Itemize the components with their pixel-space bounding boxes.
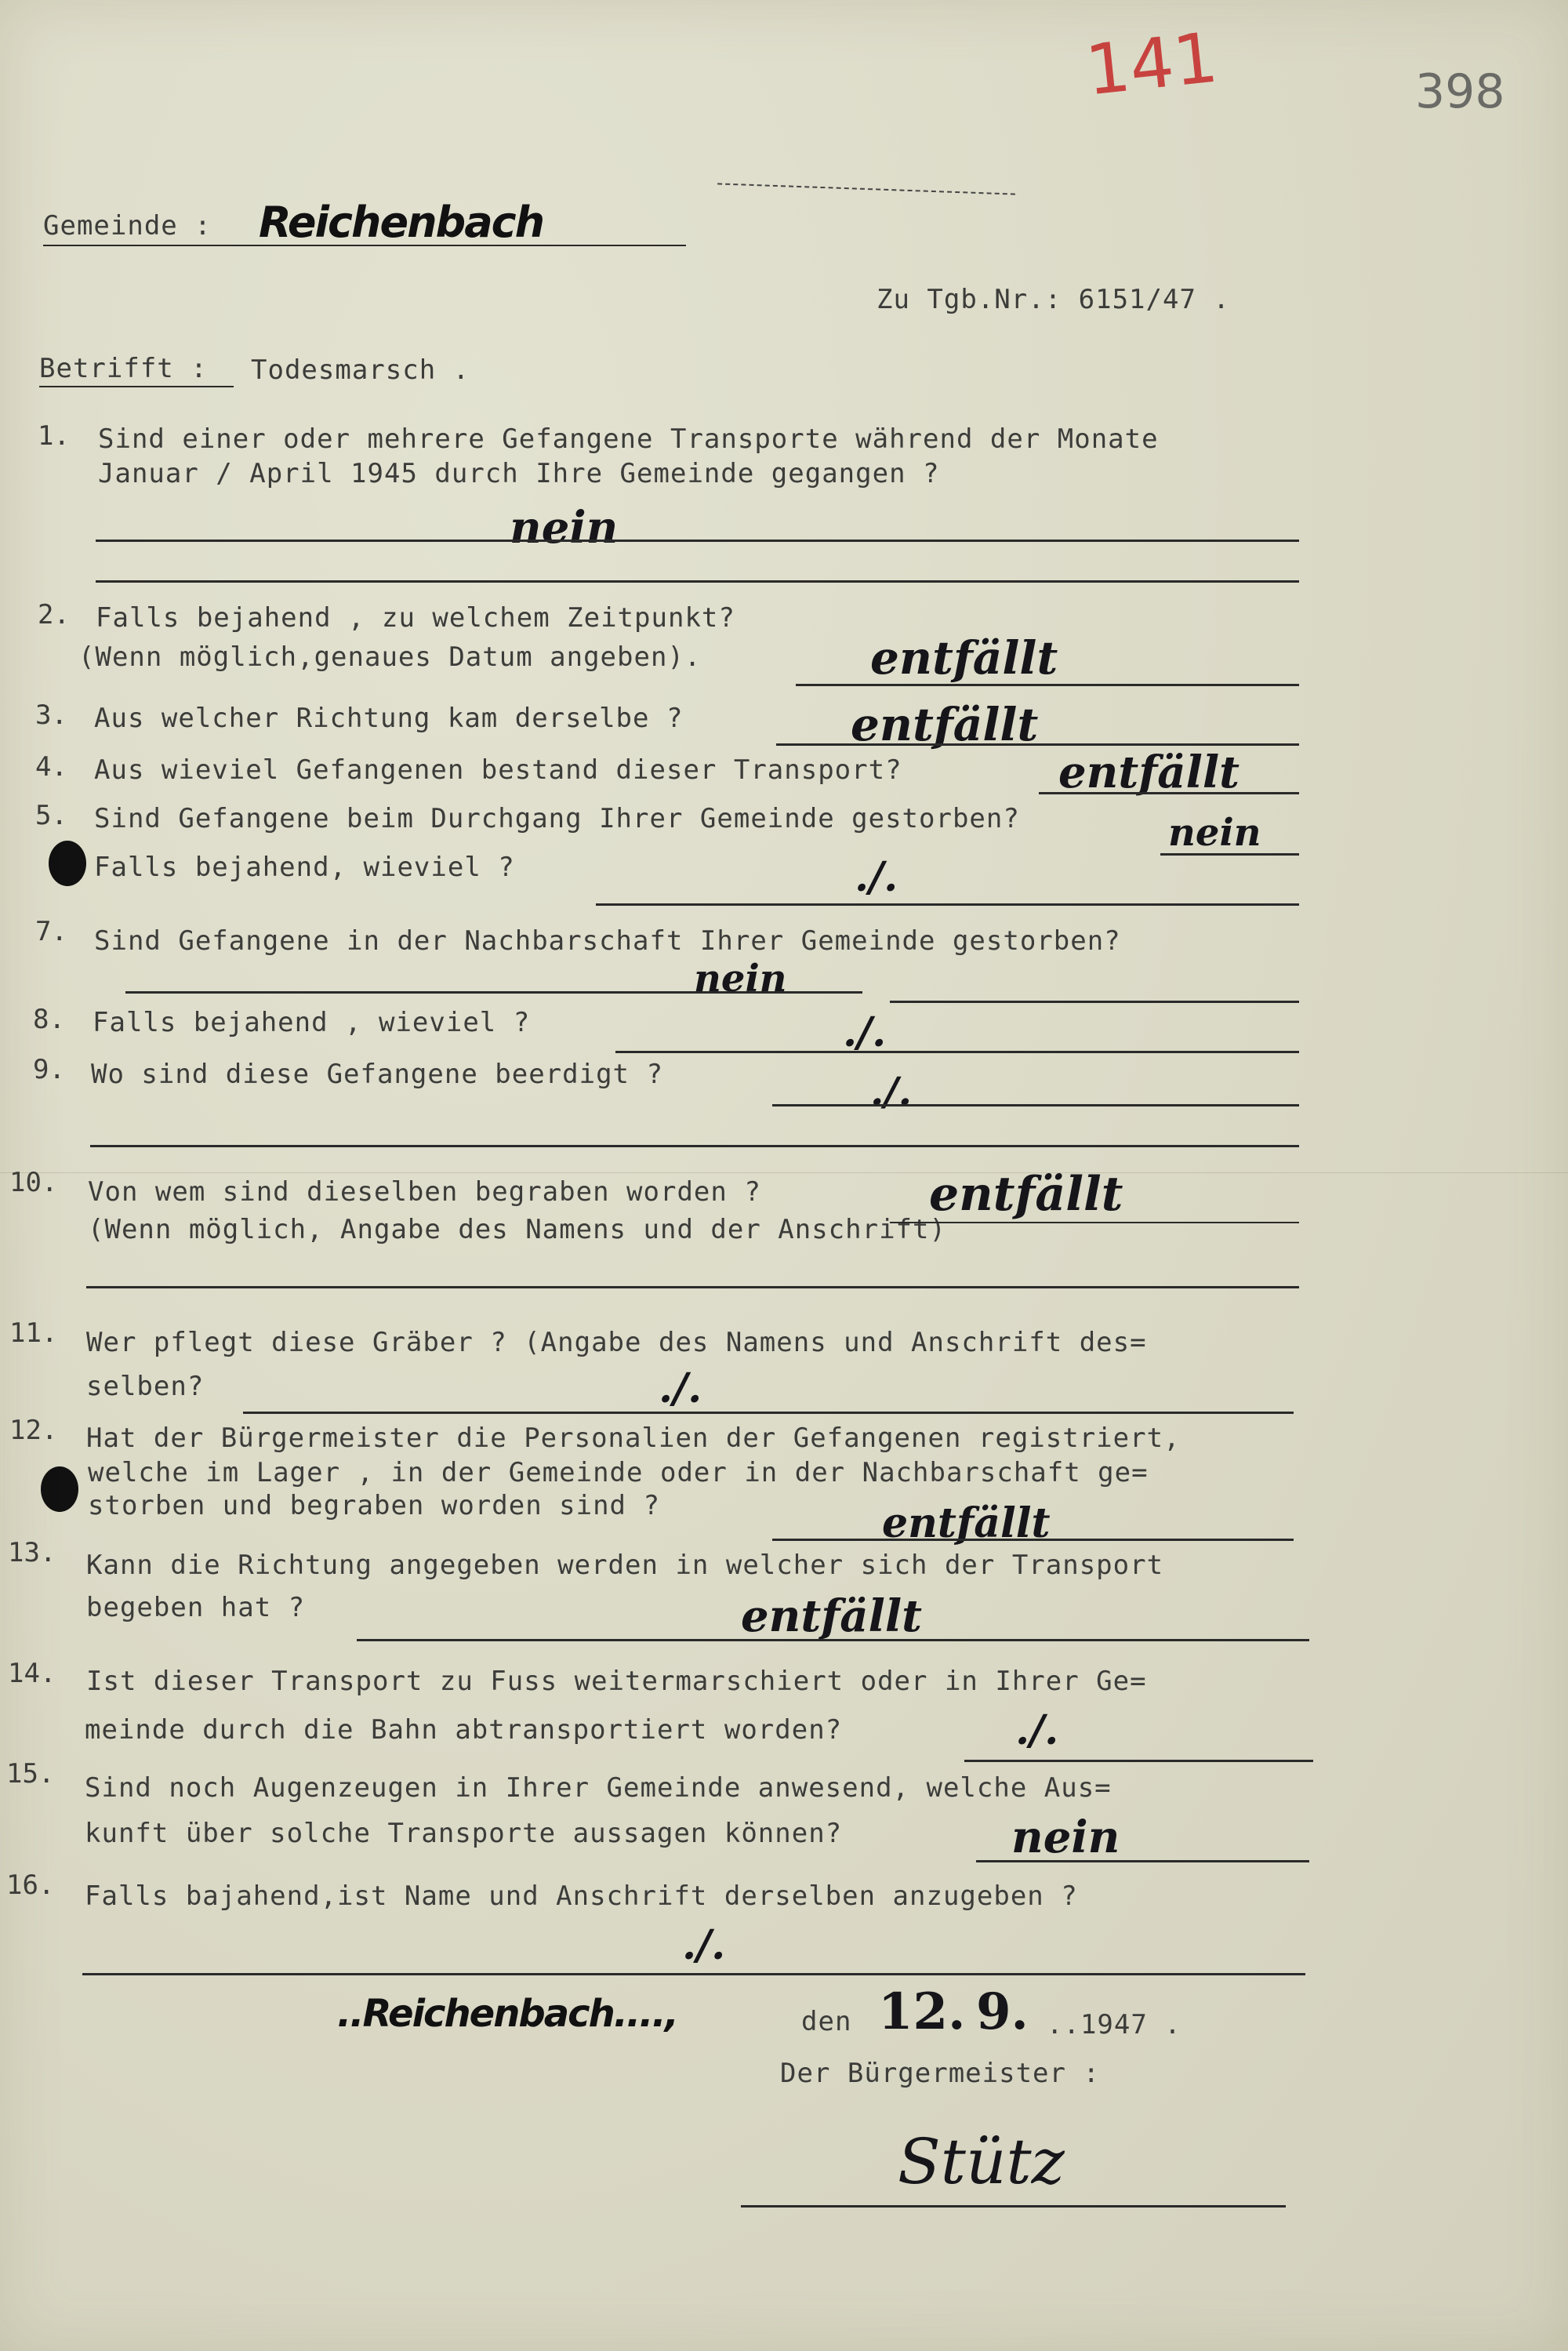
answer-handwritten: ./. — [870, 1068, 913, 1114]
question-text-line: meinde durch die Bahn abtransportiert worden? — [85, 1714, 843, 1746]
date-month: 9. — [976, 1982, 1029, 2041]
question-text-line: Sind Gefangene beim Durchgang Ihrer Gemeinde gestorben? — [94, 803, 1020, 834]
answer-handwritten: ./. — [855, 853, 898, 901]
question-number: 5. — [35, 800, 67, 831]
question-text-line: Hat der Bürgermeister die Personalien der Gefangenen registriert, — [86, 1423, 1181, 1454]
answer-line — [1160, 853, 1299, 856]
question-number: 3. — [35, 699, 67, 731]
punch-hole — [41, 1466, 78, 1512]
question-text-line: Wo sind diese Gefangene beerdigt ? — [91, 1059, 663, 1090]
answer-line — [357, 1639, 1309, 1641]
gemeinde-label: Gemeinde : — [43, 210, 212, 242]
question-number: 15. — [6, 1758, 55, 1790]
answer-line — [96, 540, 1299, 542]
date-day: 12. — [878, 1982, 966, 2041]
question-text-line: Falls bejahend , wieviel ? — [93, 1007, 531, 1038]
answer-line — [976, 1860, 1309, 1862]
reference-number: Zu Tgb.Nr.: 6151/47 . — [877, 284, 1230, 315]
answer-handwritten: nein — [1011, 1811, 1120, 1863]
answer-line — [82, 1973, 1305, 1975]
subject-underline — [39, 386, 234, 387]
question-text-line: (Wenn möglich, Angabe des Namens und der Anschrift) — [88, 1214, 946, 1245]
answer-line — [890, 1222, 1299, 1223]
question-text-line: Sind einer oder mehrere Gefangene Transporte während der Monate — [98, 423, 1159, 455]
answer-handwritten: ./. — [659, 1364, 702, 1412]
answer-handwritten: entfällt — [741, 1590, 922, 1642]
answer-handwritten: nein — [1168, 811, 1261, 855]
answer-handwritten: ./. — [843, 1008, 887, 1056]
date-year: ..1947 . — [1047, 2009, 1181, 2040]
question-number: 11. — [9, 1317, 58, 1349]
question-number: 13. — [8, 1537, 56, 1568]
answer-line — [772, 1104, 1299, 1106]
answer-line — [86, 1286, 1299, 1288]
question-text-line: Aus wieviel Gefangenen bestand dieser Transport? — [94, 754, 902, 786]
question-number: 9. — [33, 1054, 65, 1085]
gemeinde-underline — [43, 245, 686, 246]
red-archive-number: 141 — [1082, 16, 1221, 111]
question-text-line: begeben hat ? — [86, 1592, 306, 1623]
question-number: 10. — [9, 1167, 58, 1198]
answer-line — [96, 580, 1299, 583]
question-number: 16. — [6, 1870, 55, 1901]
answer-handwritten: entfällt — [870, 631, 1058, 685]
answer-line — [772, 1539, 1294, 1541]
answer-handwritten: nein — [510, 502, 619, 554]
signature-line — [741, 2205, 1286, 2207]
page-number: 398 — [1415, 64, 1505, 119]
question-text-line: Kann die Richtung angegeben werden in welcher sich der Transport — [86, 1550, 1164, 1581]
signatory-title: Der Bürgermeister : — [780, 2058, 1100, 2089]
question-text-line: Falls bejahend, wieviel ? — [94, 852, 515, 883]
question-number: 1. — [38, 420, 70, 452]
answer-handwritten: nein — [694, 957, 787, 1001]
subject-value: Todesmarsch . — [251, 354, 470, 386]
answer-line — [1039, 792, 1299, 794]
answer-handwritten: ./. — [1015, 1706, 1059, 1754]
question-text-line: Sind Gefangene in der Nachbarschaft Ihrer Gemeinde gestorben? — [94, 925, 1121, 957]
question-number: 14. — [8, 1658, 56, 1689]
question-number: 8. — [33, 1004, 65, 1035]
place-name: ..Reichenbach...., — [337, 1992, 677, 2036]
answer-handwritten: entfällt — [851, 698, 1039, 751]
answer-line — [615, 1051, 1299, 1053]
question-text-line: Falls bajahend,ist Name und Anschrift derselben anzugeben ? — [85, 1880, 1078, 1912]
question-text-line: Januar / April 1945 durch Ihre Gemeinde gegangen ? — [98, 458, 940, 489]
question-text-line: Wer pflegt diese Gräber ? (Angabe des Namens und Anschrift des= — [86, 1327, 1147, 1358]
question-text-line: storben und begraben worden sind ? — [88, 1490, 660, 1521]
question-text-line: Aus welcher Richtung kam derselbe ? — [94, 703, 684, 734]
answer-line — [243, 1412, 1294, 1414]
question-number: 7. — [35, 916, 67, 947]
question-text-line: Ist dieser Transport zu Fuss weitermarschiert oder in Ihrer Ge= — [86, 1666, 1147, 1697]
question-text-line: Von wem sind dieselben begraben worden ? — [88, 1176, 761, 1208]
question-number: 4. — [35, 751, 67, 783]
subject-label: Betrifft : — [39, 353, 208, 384]
answer-line — [890, 1001, 1299, 1003]
answer-line — [796, 684, 1299, 686]
question-text-line: welche im Lager , in der Gemeinde oder in der Nachbarschaft ge= — [88, 1457, 1149, 1488]
date-den: den — [801, 2006, 852, 2037]
answer-handwritten: entfällt — [882, 1499, 1051, 1547]
question-number: 12. — [9, 1415, 58, 1446]
question-text-line: Sind noch Augenzeugen in Ihrer Gemeinde anwesend, welche Aus= — [85, 1772, 1112, 1804]
answer-line — [964, 1760, 1313, 1762]
answer-handwritten: entfällt — [929, 1167, 1123, 1222]
header-dash — [717, 183, 1015, 194]
question-text-line: Falls bejahend , zu welchem Zeitpunkt? — [96, 602, 735, 634]
answer-line — [776, 743, 1299, 746]
answer-handwritten: entfällt — [1058, 747, 1240, 798]
question-text-line: kunft über solche Transporte aussagen können? — [85, 1818, 843, 1849]
fold-line — [0, 1172, 1568, 1173]
gemeinde-value: Reichenbach — [259, 198, 544, 247]
signature: Stütz — [898, 2125, 1065, 2198]
answer-line — [90, 1145, 1299, 1147]
question-text-line: (Wenn möglich,genaues Datum angeben). — [78, 641, 702, 673]
answer-line — [125, 991, 862, 994]
question-number: 2. — [38, 599, 70, 630]
question-text-line: selben? — [86, 1371, 205, 1402]
answer-handwritten: ./. — [682, 1921, 726, 1969]
answer-line — [596, 903, 1299, 906]
